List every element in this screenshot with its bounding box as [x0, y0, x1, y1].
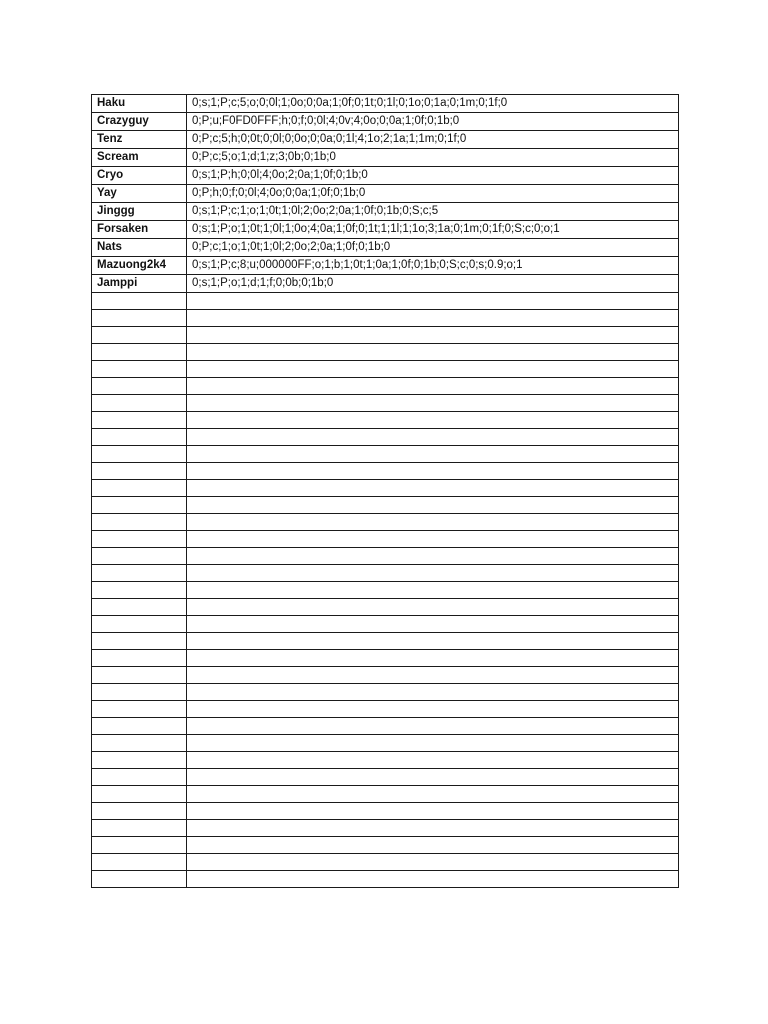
crosshair-code-cell: 0;s;1;P;c;5;o;0;0l;1;0o;0;0a;1;0f;0;1t;0;1l;0;1o;0;1a;0;1m;0;1f;0 — [187, 95, 679, 113]
empty-name-cell — [92, 786, 187, 803]
empty-code-cell — [187, 293, 679, 310]
crosshair-code-cell: 0;s;1;P;c;8;u;000000FF;o;1;b;1;0t;1;0a;1;0f;0;1b;0;S;c;0;s;0.9;o;1 — [187, 257, 679, 275]
empty-name-cell — [92, 514, 187, 531]
player-name-cell: Tenz — [92, 131, 187, 149]
empty-name-cell — [92, 429, 187, 446]
empty-table-row — [92, 344, 679, 361]
empty-name-cell — [92, 344, 187, 361]
empty-name-cell — [92, 361, 187, 378]
empty-name-cell — [92, 497, 187, 514]
empty-name-cell — [92, 616, 187, 633]
crosshair-code-cell: 0;P;u;F0FD0FFF;h;0;f;0;0l;4;0v;4;0o;0;0a;1;0f;0;1b;0 — [187, 113, 679, 131]
player-name-cell: Nats — [92, 239, 187, 257]
empty-code-cell — [187, 480, 679, 497]
table-row — [92, 167, 679, 185]
crosshair-code-cell: 0;s;1;P;o;1;d;1;f;0;0b;0;1b;0 — [187, 275, 679, 293]
empty-name-cell — [92, 310, 187, 327]
crosshair-code-cell: 0;P;h;0;f;0;0l;4;0o;0;0a;1;0f;0;1b;0 — [187, 185, 679, 203]
empty-table-row — [92, 871, 679, 888]
crosshair-code-cell: 0;P;c;5;h;0;0t;0;0l;0;0o;0;0a;0;1l;4;1o;2;1a;1;1m;0;1f;0 — [187, 131, 679, 149]
empty-table-row — [92, 514, 679, 531]
table-body — [92, 95, 679, 888]
empty-code-cell — [187, 718, 679, 735]
empty-name-cell — [92, 871, 187, 888]
table-row — [92, 95, 679, 113]
empty-code-cell — [187, 548, 679, 565]
table-row — [92, 113, 679, 131]
crosshair-code-cell: 0;s;1;P;c;1;o;1;0t;1;0l;2;0o;2;0a;1;0f;0;1b;0;S;c;5 — [187, 203, 679, 221]
empty-code-cell — [187, 361, 679, 378]
empty-name-cell — [92, 293, 187, 310]
empty-table-row — [92, 616, 679, 633]
empty-code-cell — [187, 633, 679, 650]
empty-name-cell — [92, 854, 187, 871]
empty-code-cell — [187, 446, 679, 463]
empty-table-row — [92, 803, 679, 820]
empty-name-cell — [92, 412, 187, 429]
table-row — [92, 185, 679, 203]
table-row — [92, 239, 679, 257]
empty-table-row — [92, 684, 679, 701]
table-row — [92, 275, 679, 293]
empty-table-row — [92, 310, 679, 327]
empty-name-cell — [92, 395, 187, 412]
empty-table-row — [92, 378, 679, 395]
empty-table-row — [92, 412, 679, 429]
empty-code-cell — [187, 769, 679, 786]
empty-name-cell — [92, 684, 187, 701]
empty-code-cell — [187, 752, 679, 769]
empty-name-cell — [92, 735, 187, 752]
player-name-cell: Crazyguy — [92, 113, 187, 131]
empty-code-cell — [187, 854, 679, 871]
empty-table-row — [92, 497, 679, 514]
empty-table-row — [92, 735, 679, 752]
player-name-cell: Mazuong2k4 — [92, 257, 187, 275]
empty-code-cell — [187, 310, 679, 327]
crosshair-code-cell: 0;s;1;P;o;1;0t;1;0l;1;0o;4;0a;1;0f;0;1t;1;1l;1;1o;3;1a;0;1m;0;1f;0;S;c;0;o;1 — [187, 221, 679, 239]
empty-name-cell — [92, 480, 187, 497]
table-row — [92, 149, 679, 167]
empty-table-row — [92, 480, 679, 497]
empty-name-cell — [92, 599, 187, 616]
empty-name-cell — [92, 633, 187, 650]
empty-code-cell — [187, 786, 679, 803]
empty-table-row — [92, 446, 679, 463]
empty-table-row — [92, 633, 679, 650]
empty-table-row — [92, 429, 679, 446]
empty-table-row — [92, 531, 679, 548]
empty-name-cell — [92, 548, 187, 565]
crosshair-code-cell: 0;P;c;5;o;1;d;1;z;3;0b;0;1b;0 — [187, 149, 679, 167]
empty-table-row — [92, 650, 679, 667]
empty-name-cell — [92, 820, 187, 837]
empty-table-row — [92, 293, 679, 310]
player-name-cell: Yay — [92, 185, 187, 203]
crosshair-code-table — [91, 94, 679, 888]
empty-code-cell — [187, 531, 679, 548]
empty-code-cell — [187, 344, 679, 361]
empty-code-cell — [187, 803, 679, 820]
empty-code-cell — [187, 582, 679, 599]
empty-code-cell — [187, 684, 679, 701]
empty-code-cell — [187, 599, 679, 616]
empty-code-cell — [187, 514, 679, 531]
crosshair-code-cell: 0;P;c;1;o;1;0t;1;0l;2;0o;2;0a;1;0f;0;1b;0 — [187, 239, 679, 257]
empty-name-cell — [92, 718, 187, 735]
empty-code-cell — [187, 497, 679, 514]
empty-code-cell — [187, 565, 679, 582]
empty-name-cell — [92, 378, 187, 395]
empty-name-cell — [92, 837, 187, 854]
empty-code-cell — [187, 667, 679, 684]
empty-code-cell — [187, 412, 679, 429]
empty-name-cell — [92, 803, 187, 820]
empty-name-cell — [92, 650, 187, 667]
player-name-cell: Jamppi — [92, 275, 187, 293]
empty-code-cell — [187, 735, 679, 752]
empty-code-cell — [187, 395, 679, 412]
empty-table-row — [92, 752, 679, 769]
empty-name-cell — [92, 531, 187, 548]
table-row — [92, 221, 679, 239]
empty-code-cell — [187, 650, 679, 667]
empty-name-cell — [92, 752, 187, 769]
empty-name-cell — [92, 327, 187, 344]
empty-code-cell — [187, 378, 679, 395]
empty-table-row — [92, 582, 679, 599]
empty-table-row — [92, 548, 679, 565]
empty-table-row — [92, 854, 679, 871]
player-name-cell: Forsaken — [92, 221, 187, 239]
empty-table-row — [92, 599, 679, 616]
empty-name-cell — [92, 582, 187, 599]
empty-name-cell — [92, 701, 187, 718]
empty-table-row — [92, 565, 679, 582]
empty-code-cell — [187, 871, 679, 888]
empty-table-row — [92, 395, 679, 412]
empty-table-row — [92, 701, 679, 718]
empty-code-cell — [187, 701, 679, 718]
empty-table-row — [92, 463, 679, 480]
empty-table-row — [92, 667, 679, 684]
empty-code-cell — [187, 616, 679, 633]
empty-table-row — [92, 820, 679, 837]
empty-table-row — [92, 837, 679, 854]
player-name-cell: Haku — [92, 95, 187, 113]
empty-name-cell — [92, 667, 187, 684]
crosshair-code-cell: 0;s;1;P;h;0;0l;4;0o;2;0a;1;0f;0;1b;0 — [187, 167, 679, 185]
empty-code-cell — [187, 837, 679, 854]
empty-table-row — [92, 361, 679, 378]
empty-code-cell — [187, 463, 679, 480]
empty-code-cell — [187, 820, 679, 837]
table-row — [92, 131, 679, 149]
empty-table-row — [92, 786, 679, 803]
player-name-cell: Jinggg — [92, 203, 187, 221]
empty-name-cell — [92, 565, 187, 582]
empty-code-cell — [187, 327, 679, 344]
empty-name-cell — [92, 463, 187, 480]
table-row — [92, 203, 679, 221]
empty-table-row — [92, 769, 679, 786]
player-name-cell: Scream — [92, 149, 187, 167]
empty-name-cell — [92, 769, 187, 786]
empty-code-cell — [187, 429, 679, 446]
empty-table-row — [92, 327, 679, 344]
empty-name-cell — [92, 446, 187, 463]
empty-table-row — [92, 718, 679, 735]
table-row — [92, 257, 679, 275]
player-name-cell: Cryo — [92, 167, 187, 185]
